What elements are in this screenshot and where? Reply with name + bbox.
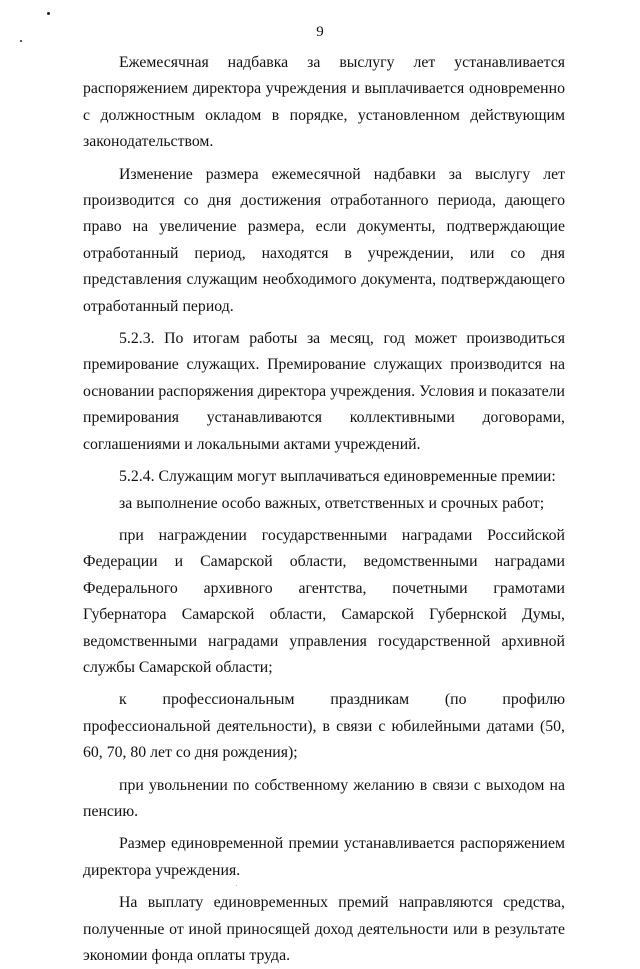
list-item-professional-holidays: к профессиональным праздникам (по профилю профессиональной деятельности), в связи с юбилейными датами (50, 60, 70, 80 лет со дня рождения); [83, 691, 565, 762]
paragraph-bonus-amount: Размер единовременной премии устанавливается распоряжением директора учреждения. [83, 835, 565, 879]
paragraph-bonus-funding: На выплату единовременных премий направляются средства, полученные от иной приносящей доход деятельности или в результате экономии фонда оплаты труда. [83, 894, 565, 964]
scan-artifact-dot [47, 12, 50, 15]
page-number: 9 [316, 24, 324, 40]
paragraph-5-2-4-one-time-bonuses: 5.2.4. Служащим могут выплачиваться единовременные премии: [119, 468, 556, 486]
list-item-state-awards: при награждении государственными наградами Российской Федерации и Самарской области, ведомственными наградами Федерального архивного агентства, почетными грамотами Губернатора Самарской области, Самарской Губернской Думы, ведомственными наградами управления государственной архивной службы Самарской области; [83, 526, 565, 676]
paragraph-seniority-allowance: Ежемесячная надбавка за выслугу лет устанавливается распоряжением директора учреждения и выплачивается одновременно с должностным окладом в порядке, установленном действующим законодательством. [83, 54, 565, 151]
paragraph-allowance-change: Изменение размера ежемесячной надбавки за выслугу лет производится со дня достижения отработанного периода, дающего право на увеличение размера, если документы, подтверждающие отработанный период, находятся в учреждении, или со дня представления служащим необходимого документа, подтверждающего отработанный период. [83, 165, 565, 315]
document-body [83, 50, 565, 969]
paragraph-5-2-3-bonuses: 5.2.3. По итогам работы за месяц, год может производиться премирование служащих. Премирование служащих производится на основании распоряжения директора учреждения. Условия и показатели премирования устанавливаются коллективными договорами, соглашениями и локальными актами учреждений. [83, 330, 565, 453]
list-item-retirement: при увольнении по собственному желанию в связи с выходом на пенсию. [83, 776, 565, 820]
list-item-important-work: за выполнение особо важных, ответственных и срочных работ; [119, 494, 545, 512]
